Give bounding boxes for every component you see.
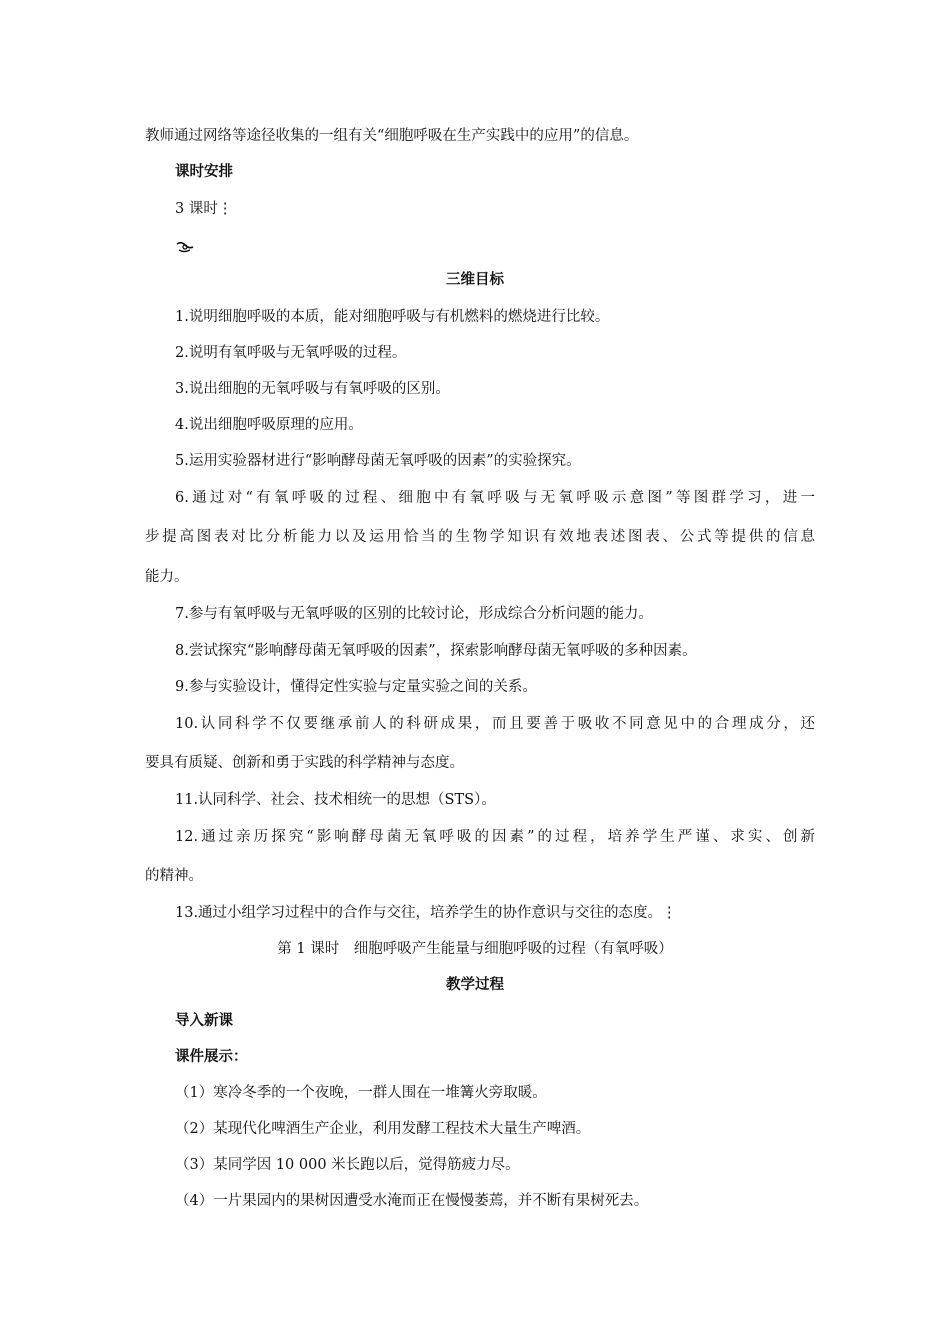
objective-item: 13.通过小组学习过程中的合作与交往，培养学生的协作意识与交往的态度。⋮ [175,905,677,921]
objective-item: 12.通过亲历探究“影响酵母菌无氧呼吸的因素”的过程，培养学生严谨、求实、创新 [175,829,815,845]
schedule-value: 3 课时⋮ [175,201,233,217]
intro-line: 教师通过网络等途径收集的一组有关“细胞呼吸在生产实践中的应用”的信息。 [145,128,639,144]
objective-item: 11.认同科学、社会、技术相统一的思想（STS）。 [175,792,496,808]
case-item: （4）一片果园内的果树因遭受水淹而正在慢慢萎蔫，并不断有果树死去。 [175,1193,649,1209]
objective-item: 5.运用实验器材进行“影响酵母菌无氧呼吸的因素”的实验探究。 [175,453,581,469]
objective-item: 2.说明有氧呼吸与无氧呼吸的过程。 [175,345,407,361]
display-heading: 课件展示： [175,1049,248,1065]
lesson-title: 第 1 课时 细胞呼吸产生能量与细胞呼吸的过程（有氧呼吸） [277,941,673,957]
fleuron-icon [175,240,195,254]
objective-item-continued: 步提高图表对比分析能力以及运用恰当的生物学知识有效地表述图表、公式等提供的信息 [145,529,815,545]
case-item: （1）寒冷冬季的一个夜晚，一群人围在一堆篝火旁取暖。 [175,1085,547,1101]
process-heading: 教学过程 [446,977,504,993]
objective-item: 8.尝试探究“影响酵母菌无氧呼吸的因素”，探索影响酵母菌无氧呼吸的多种因素。 [175,643,697,659]
intro-heading: 导入新课 [175,1013,233,1029]
case-item: （2）某现代化啤酒生产企业，利用发酵工程技术大量生产啤酒。 [175,1121,591,1137]
objective-item: 3.说出细胞的无氧呼吸与有氧呼吸的区别。 [175,381,450,397]
schedule-heading: 课时安排 [175,164,233,180]
objective-item: 9.参与实验设计，懂得定性实验与定量实验之间的关系。 [175,679,537,695]
objective-item: 1.说明细胞呼吸的本质，能对细胞呼吸与有机燃料的燃烧进行比较。 [175,309,610,325]
objectives-heading: 三维目标 [446,272,504,288]
case-item: （3）某同学因 10 000 米长跑以后，觉得筋疲力尽。 [175,1157,520,1173]
objective-item-continued: 的精神。 [145,868,203,884]
objective-item: 6.通过对“有氧呼吸的过程、细胞中有氧呼吸与无氧呼吸示意图”等图群学习，进一 [175,490,815,506]
objective-item: 7.参与有氧呼吸与无氧呼吸的区别的比较讨论，形成综合分析问题的能力。 [175,606,653,622]
objective-item-continued: 能力。 [145,569,189,585]
objective-item: 10.认同科学不仅要继承前人的科研成果，而且要善于吸收不同意见中的合理成分，还 [175,716,815,732]
objective-item-continued: 要具有质疑、创新和勇于实践的科学精神与态度。 [145,755,464,771]
objective-item: 4.说出细胞呼吸原理的应用。 [175,417,363,433]
